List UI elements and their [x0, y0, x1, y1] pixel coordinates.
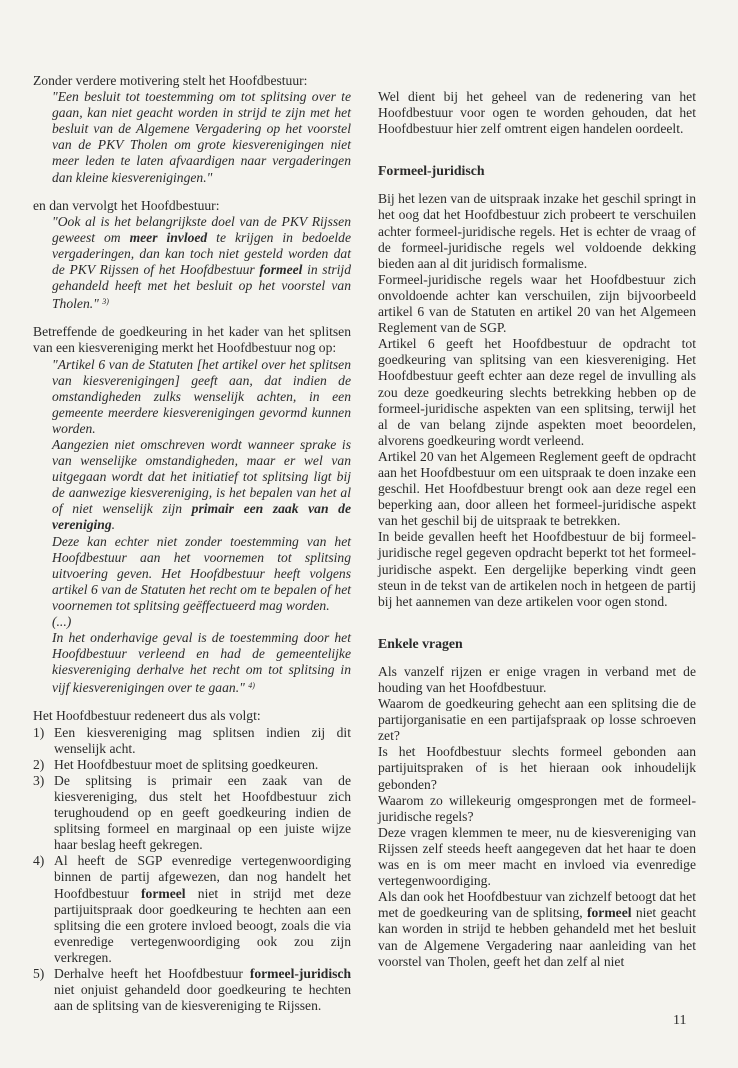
bold-formeel: formeel [259, 262, 303, 278]
paragraph-klemmen: Deze vragen klemmen te meer, nu de kiesvereniging van Rijssen zelf steeds heeft aangegeven dat het haar te doen was en is om meer macht en invloed via evenredige vertegenwoordiging. [378, 824, 696, 889]
quote-onderhavig: In het onderhavige geval is de toestemming door het Hoofdbestuur verleend en had de gemeentelijke kiesvereniging derhalve het recht om tot splitsing in vijf kiesverenigingen over te gaan." $^{4)}$ [52, 630, 351, 696]
paragraph-betoogt: Als dan ook het Hoofdbestuur van zichzelf betoogt dat het met de goedkeuring van de splitsing, formeel niet geacht kan worden in strijd te hebben gehandeld met het besluit van de Algemene Vergadering naar aanleiding van het voorstel van Tholen, geeft het dan zelf al niet [378, 889, 696, 969]
paragraph-artikel20: Artikel 20 van het Algemeen Reglement geeft de opdracht aan het Hoofdbestuur om een uitspraak te doen inzake een geschil. Het Hoofdbestuur brengt ook aan deze regel een beperking aan, door alleen het formeel-juridische aspekt van het geschil bij de uitspraak te betrekken. [378, 448, 696, 529]
list-item: 4) Al heeft de SGP evenredige vertegenwoordiging binnen de partij afgewezen, dan nog handelt het Hoofdbestuur formeel niet in strijd met deze partijuitspraak door goedkeuring te hechten aan een splitsing die een grotere invloed beoogt, zoals die via evenredige vertegenwoordiging ook zou zijn verkregen. [33, 853, 351, 965]
quote-ellipsis: (...) [52, 614, 72, 629]
paragraph-redenering: Wel dient bij het geheel van de redenering van het Hoofdbestuur voor ogen te worden gehouden, dat het Hoofdbestuur hier zelf omtrent eigen handelen oordeelt. [378, 89, 696, 137]
paragraph-beide-gevallen: In beide gevallen heeft het Hoofdbestuur de bij formeel-juridische regel gegeven opdracht beperkt tot het formeel-juridische aspekt. Een dergelijke beperking vindt geen steun in de tekst van de artikelen noch in hetgeen de partij bij het aannemen van deze artikelen voor ogen stond. [378, 529, 696, 609]
reasoning-list [33, 725, 351, 1015]
bold-formeel-right: formeel [586, 905, 632, 921]
paragraph-artikel6: Artikel 6 geeft het Hoofdbestuur de opdracht tot goedkeuring van splitsing van een kiesvereniging. Het Hoofdbestuur geeft echter aan deze regel de invulling als zou deze goedkeuring slechts betrekking hebben op de formeel-juridische aspekten van een splitsing, terwijl het al de van belang zijnde aspekten moet beoordelen, alvorens goedkeuring wordt verleend. [378, 336, 696, 448]
paragraph-vragen: Als vanzelf rijzen er enige vragen in verband met de houding van het Hoofdbestuur. [378, 663, 696, 695]
quote-artikel6: "Artikel 6 van de Statuten [het artikel over het splitsen van kiesverenigingen] geeft aan, dat indien de omstandigheden zulks wenselijk achten, in een gemeente meerdere kiesverenigingen gevormd kunnen worden. [52, 356, 351, 436]
footnote-ref-4: 4) [248, 681, 255, 691]
heading-formeel-juridisch: Formeel-juridisch [378, 163, 485, 179]
bold-primair: primair een zaak van de vereniging [52, 501, 351, 533]
quote-wenselijk: Aangezien niet omschreven wordt wanneer sprake is van wenselijke omstandigheden, maar er wel van uitgegaan wordt dat het initiatief tot splitsing ligt bij de aanwezige kiesvereniging, is het bepalen van het al of niet wenselijk zijn primair een zaak van de vereniging. [52, 436, 351, 533]
quote-toestemming: "Een besluit tot toestemming om tot splitsing over te gaan, kan niet geacht worden in strijd te zijn met het besluit van de Algemene Vergadering op het voorstel van de PKV Tholen om grote kiesverenigingen niet meer leden te laten afvaardigen naar vergaderingen dan kleine kiesverenigingen." [52, 89, 351, 185]
list-item: 1) Een kiesvereniging mag splitsen indien zij dit wenselijk acht. [33, 724, 351, 756]
list-item: 3) De splitsing is primair een zaak van de kiesvereniging, dus stelt het Hoofdbestuur zich terughoudend op en geeft goedkeuring indien de splitsing formeel en marginaal op een juiste wijze haar beslag heeft gekregen. [33, 772, 351, 853]
paragraph-waarom-goedkeuring: Waarom de goedkeuring gehecht aan een splitsing die de partijorganisatie en een partijafspraak op losse schroeven zet? [378, 696, 696, 744]
paragraph-formeel-gebonden: Is het Hoofdbestuur slechts formeel gebonden aan partijuitspraken of is het hieraan ook inhoudelijk gebonden? [378, 744, 696, 792]
page-number: 11 [673, 1013, 687, 1028]
quote-invloed: "Ook al is het belangrijkste doel van de PKV Rijssen geweest om meer invloed te krijgen in bedoelde vergaderingen, dan kan toch niet gesteld worden dat de PKV Rijssen of het Hoofdbestuur formeel in strijd gehandeld heeft met het besluit op het voorstel van Tholen." $^{3)}$ [52, 213, 351, 312]
list-item: 5) Derhalve heeft het Hoofdbestuur formeel-juridisch niet onjuist gehandeld door goedkeuring te hechten aan de splitsing van de kiesvereniging te Rijssen. [33, 965, 351, 1014]
paragraph-willekeurig: Waarom zo willekeurig omgesprongen met de formeel-juridische regels? [378, 792, 696, 824]
heading-enkele-vragen: Enkele vragen [378, 635, 463, 651]
intro-redeneert: Het Hoofdbestuur redeneert dus als volgt: [33, 708, 261, 724]
bold-meer-invloed: meer invloed [129, 229, 208, 245]
intro-vervolgt: en dan vervolgt het Hoofdbestuur: [33, 197, 220, 213]
right-column [378, 73, 696, 970]
intro-motivation: Zonder verdere motivering stelt het Hoofdbestuur: [33, 73, 308, 88]
paragraph-regels: Formeel-juridische regels waar het Hoofdbestuur zich onvoldoende achter kan verschuilen, zijn bijvoorbeeld artikel 6 van de Statuten en artikel 20 van het Algemeen Reglement van de SGP. [378, 271, 696, 336]
left-column [33, 73, 351, 1014]
quote-toestemming-hoofdbestuur: Deze kan echter niet zonder toestemming van het Hoofdbestuur aan het voornemen tot splitsing uitvoering geven. Het Hoofdbestuur heeft volgens artikel 6 van de Statuten het recht om te bepalen of het voornemen tot splitsing geëffectueerd mag worden. [52, 533, 351, 613]
paragraph-lezen: Bij het lezen van de uitspraak inzake het geschil springt in het oog dat het Hoofdbestuur zich probeert te verschuilen achter formeel-juridische regels. Het is echter de vraag of de formeel-juridische regels wel voldoende dekking bieden aan al dit juridisch formalisme. [378, 191, 696, 271]
footnote-ref-3: 3) [102, 297, 109, 307]
list-item: 2) Het Hoofdbestuur moet de splitsing goedkeuren. [33, 756, 319, 772]
intro-goedkeuring: Betreffende de goedkeuring in het kader van het splitsen van een kiesvereniging merkt het Hoofdbestuur nog op: [33, 324, 351, 356]
